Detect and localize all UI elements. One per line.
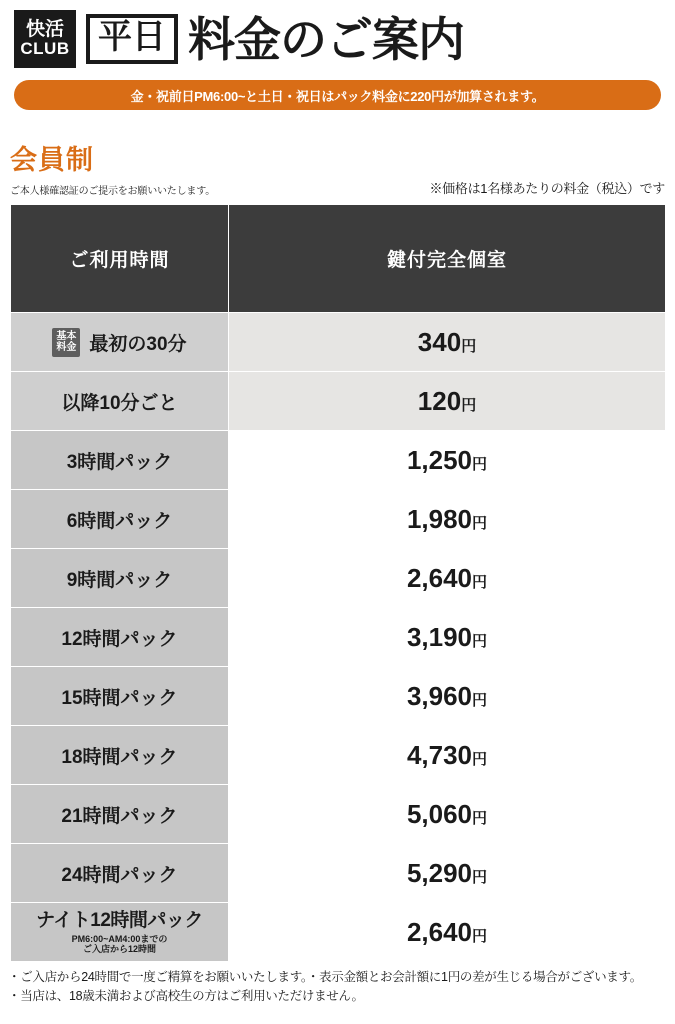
row-label-3h-pack: 3時間パック	[11, 431, 229, 490]
price-value: 2,640	[406, 916, 473, 947]
night-pack-title: ナイト12時間パック	[36, 909, 203, 931]
row-price-12h-pack	[229, 608, 666, 667]
row-price-night-12h-pack	[229, 903, 666, 962]
row-price-24h-pack	[229, 844, 666, 903]
table-row	[11, 431, 666, 490]
row-label-15h-pack: 15時間パック	[11, 667, 229, 726]
row-label-21h-pack: 21時間パック	[11, 785, 229, 844]
price-unit: 円	[472, 455, 488, 473]
price-value: 3,190	[406, 621, 473, 652]
footnote-2: ・当店は、18歳未満および高校生の方はご利用いただけません。	[8, 989, 364, 1004]
price-value: 3,960	[406, 680, 473, 711]
row-price-21h-pack	[229, 785, 666, 844]
row-label-9h-pack: 9時間パック	[11, 549, 229, 608]
row-price-6h-pack	[229, 490, 666, 549]
surcharge-notice-bar	[14, 80, 661, 110]
price-unit: 円	[472, 750, 488, 768]
row-label-first-30min	[11, 313, 229, 372]
price-value: 2,640	[406, 562, 473, 593]
price-value: 340	[417, 326, 462, 357]
page-title: 料金のご案内	[188, 12, 464, 66]
price-unit: 円	[472, 573, 488, 591]
brand-logo	[14, 10, 76, 68]
row-label-per-10min: 以降10分ごと	[11, 372, 229, 431]
row-label-12h-pack: 12時間パック	[11, 608, 229, 667]
price-unit: 円	[461, 396, 477, 414]
night-pack-sub1: PM6:00~AM4:00までの	[71, 933, 168, 944]
night-pack-sub2: ご入店から12時間	[82, 943, 156, 954]
price-unit: 円	[472, 927, 488, 945]
membership-heading: 会員制	[10, 145, 94, 175]
poster-header	[0, 0, 675, 68]
basic-fee-badge-line1: 基本	[56, 330, 77, 342]
surcharge-notice-text: 金・祝前日PM6:00~と土日・祝日はパック料金に220円が加算されます。	[130, 88, 545, 104]
table-header-row	[11, 205, 666, 313]
row-label-18h-pack: 18時間パック	[11, 726, 229, 785]
price-unit: 円	[472, 868, 488, 886]
membership-note-row	[10, 178, 665, 197]
table-row	[11, 549, 666, 608]
row-price-15h-pack	[229, 667, 666, 726]
price-value: 5,060	[406, 798, 473, 829]
row-label-6h-pack: 6時間パック	[11, 490, 229, 549]
price-unit: 円	[472, 809, 488, 827]
price-value: 1,250	[406, 444, 473, 475]
table-row	[11, 490, 666, 549]
row-label-text: 最初の30分	[89, 333, 187, 355]
row-price-9h-pack	[229, 549, 666, 608]
table-row	[11, 903, 666, 962]
price-value: 4,730	[406, 739, 473, 770]
table-row	[11, 667, 666, 726]
table-row	[11, 608, 666, 667]
table-row	[11, 785, 666, 844]
brand-logo-line2: CLUB	[20, 39, 70, 59]
price-unit: 円	[472, 514, 488, 532]
price-unit: 円	[461, 337, 477, 355]
header-private-room: 鍵付完全個室	[229, 205, 666, 313]
weekday-badge: 平日	[86, 14, 178, 64]
price-value: 1,980	[406, 503, 473, 534]
table-row	[11, 844, 666, 903]
row-price-3h-pack	[229, 431, 666, 490]
row-label-24h-pack: 24時間パック	[11, 844, 229, 903]
tax-inclusive-note: ※価格は1名様あたりの料金（税込）です	[429, 181, 665, 196]
price-value: 5,290	[406, 857, 473, 888]
table-row	[11, 372, 666, 431]
price-unit: 円	[472, 632, 488, 650]
brand-logo-line1: 快活	[25, 19, 64, 41]
price-value: 120	[417, 385, 462, 416]
table-row	[11, 313, 666, 372]
id-verification-note: ご本人様確認証のご提示をお願いいたします。	[10, 186, 215, 197]
basic-fee-badge	[52, 328, 80, 357]
row-price-18h-pack	[229, 726, 666, 785]
price-table	[10, 204, 666, 962]
footnotes	[8, 968, 667, 1007]
row-price-per-10min	[229, 372, 666, 431]
row-label-night-12h-pack	[11, 903, 229, 962]
row-price-first-30min	[229, 313, 666, 372]
basic-fee-badge-line2: 料金	[56, 342, 77, 353]
table-row	[11, 726, 666, 785]
header-usage-time: ご利用時間	[11, 205, 229, 313]
price-unit: 円	[472, 691, 488, 709]
footnote-1: ・ご入店から24時間で一度ご精算をお願いいたします。・表示金額とお会計額に1円の差が生じる場合がございます。	[8, 970, 642, 984]
